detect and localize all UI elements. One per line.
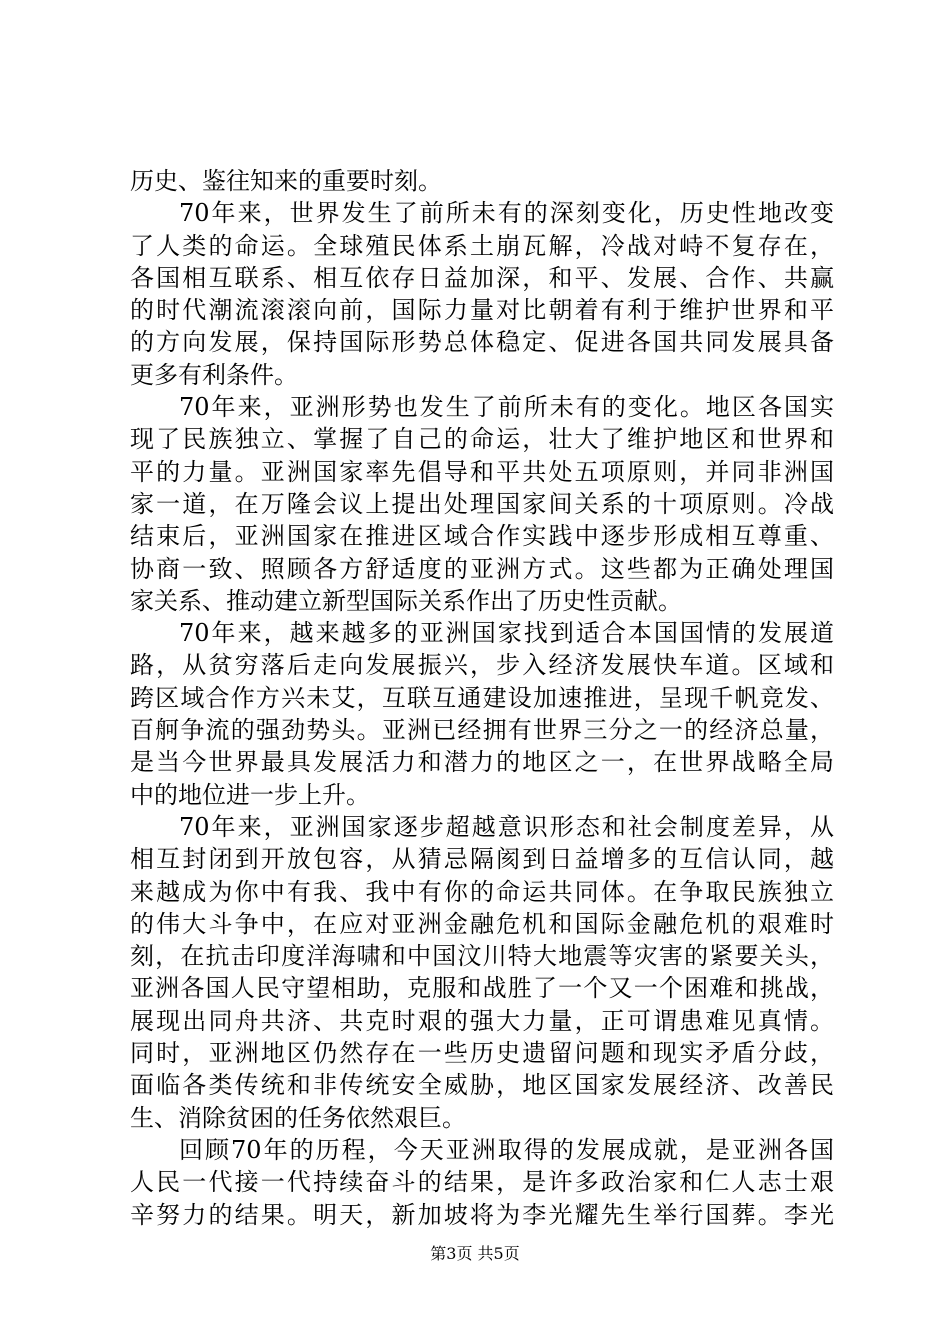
text-line: 来越成为你中有我、我中有你的命运共同体。在争取民族独立 — [130, 877, 834, 906]
text-line: 平的力量。亚洲国家率先倡导和平共处五项原则，并同非洲国 — [130, 457, 834, 486]
paragraph — [130, 197, 834, 391]
text-line: 生、消除贫困的任务依然艰巨。 — [130, 1103, 466, 1132]
text-line: 70年来，亚洲形势也发生了前所未有的变化。地区各国实 — [179, 393, 834, 422]
document-body — [130, 165, 834, 1231]
text-line: 家一道，在万隆会议上提出处理国家间关系的十项原则。冷战 — [130, 489, 834, 518]
text-line: 是当今世界最具发展活力和潜力的地区之一，在世界战略全局 — [130, 748, 834, 777]
text-line: 跨区域合作方兴未艾，互联互通建设加速推进，呈现千帆竞发、 — [130, 683, 834, 712]
text-line: 百舸争流的强劲势头。亚洲已经拥有世界三分之一的经济总量， — [130, 716, 834, 745]
text-line: 亚洲各国人民守望相助，克服和战胜了一个又一个困难和挑战， — [130, 974, 834, 1003]
text-line: 家关系、推动建立新型国际关系作出了历史性贡献。 — [130, 586, 682, 615]
paragraph — [130, 617, 834, 811]
paragraph — [130, 1134, 834, 1231]
text-line: 结束后，亚洲国家在推进区域合作实践中逐步形成相互尊重、 — [130, 522, 834, 551]
text-line: 历史、鉴往知来的重要时刻。 — [130, 167, 442, 195]
page-footer: 第3页 共5页 — [430, 1244, 520, 1263]
text-line: 展现出同舟共济、共克时艰的强大力量，正可谓患难见真情。 — [130, 1006, 834, 1035]
paragraph — [130, 165, 834, 197]
paragraph — [130, 391, 834, 617]
text-line: 面临各类传统和非传统安全威胁，地区国家发展经济、改善民 — [130, 1071, 834, 1100]
paragraph — [130, 811, 834, 1134]
text-line: 各国相互联系、相互依存日益加深，和平、发展、合作、共赢 — [130, 263, 834, 292]
text-line: 中的地位进一步上升。 — [130, 780, 370, 809]
text-line: 刻，在抗击印度洋海啸和中国汶川特大地震等灾害的紧要关头， — [130, 942, 834, 971]
text-line: 更多有利条件。 — [130, 360, 298, 389]
text-line: 了人类的命运。全球殖民体系土崩瓦解，冷战对峙不复存在， — [130, 231, 834, 260]
text-line: 路，从贫穷落后走向发展振兴，步入经济发展快车道。区域和 — [130, 651, 834, 680]
text-line: 协商一致、照顾各方舒适度的亚洲方式。这些都为正确处理国 — [130, 554, 834, 583]
text-line: 回顾70年的历程，今天亚洲取得的发展成就，是亚洲各国 — [179, 1135, 834, 1164]
text-line: 人民一代接一代持续奋斗的结果，是许多政治家和仁人志士艰 — [130, 1168, 834, 1197]
text-line: 同时，亚洲地区仍然存在一些历史遗留问题和现实矛盾分歧， — [130, 1039, 834, 1068]
text-line: 70年来，世界发生了前所未有的深刻变化，历史性地改变 — [179, 199, 834, 228]
text-line: 相互封闭到开放包容，从猜忌隔阂到日益增多的互信认同，越 — [130, 845, 834, 874]
text-line: 辛努力的结果。明天，新加坡将为李光耀先生举行国葬。李光 — [130, 1200, 834, 1229]
text-line: 的时代潮流滚滚向前，国际力量对比朝着有利于维护世界和平 — [130, 296, 834, 325]
text-line: 70年来，亚洲国家逐步超越意识形态和社会制度差异，从 — [179, 812, 834, 841]
text-line: 70年来，越来越多的亚洲国家找到适合本国国情的发展道 — [179, 619, 834, 648]
text-line: 的伟大斗争中，在应对亚洲金融危机和国际金融危机的艰难时 — [130, 909, 834, 938]
text-line: 的方向发展，保持国际形势总体稳定、促进各国共同发展具备 — [130, 328, 834, 357]
text-line: 现了民族独立、掌握了自己的命运，壮大了维护地区和世界和 — [130, 425, 834, 454]
